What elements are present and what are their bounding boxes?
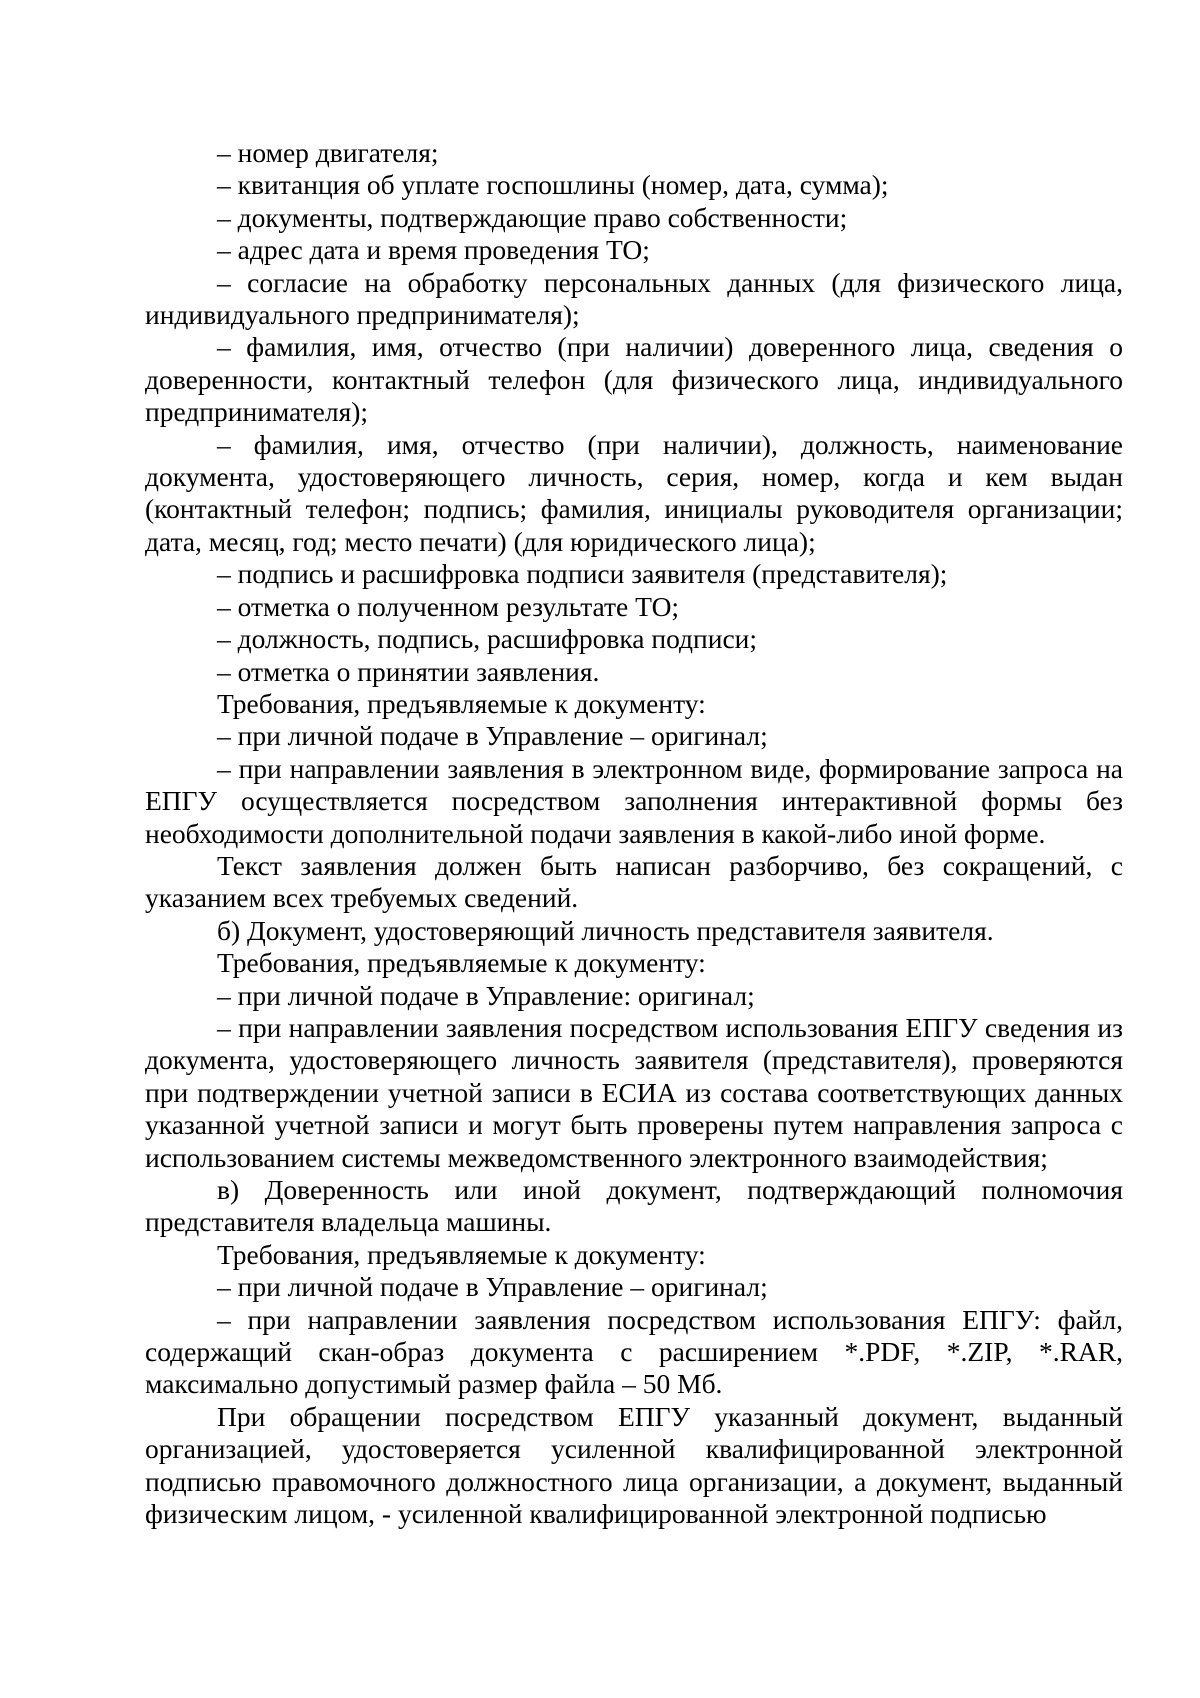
paragraph: – при личной подаче в Управление – оригинал; (217, 1271, 768, 1303)
paragraph: – адрес дата и время проведения ТО; (217, 234, 650, 266)
paragraph: – при направлении заявления посредством использования ЕПГУ сведения из документа, удостоверяющего личность заявителя (представителя), проверяются при подтверждении учетной записи в ЕСИА из состава соответствующих данных указанной учетной записи и могут быть проверены путем направления запроса с использованием системы межведомственного электронного взаимодействия; (145, 1011, 1123, 1173)
paragraph: – фамилия, имя, отчество (при наличии) доверенного лица, сведения о доверенности, контактный телефон (для физического лица, индивидуального предпринимателя); (145, 331, 1123, 428)
paragraph: Требования, предъявляемые к документу: (217, 1238, 706, 1270)
paragraph: Текст заявления должен быть написан разборчиво, без сокращений, с указанием всех требуемых сведений. (145, 849, 1123, 914)
paragraph: – при личной подаче в Управление: оригинал; (217, 979, 755, 1011)
paragraph: в) Доверенность или иной документ, подтверждающий полномочия представителя владельца машины. (145, 1174, 1123, 1238)
document-body (145, 137, 1123, 1530)
paragraph: – документы, подтверждающие право собственности; (217, 201, 848, 233)
paragraph: Требования, предъявляемые к документу: (217, 687, 706, 719)
paragraph: – фамилия, имя, отчество (при наличии), должность, наименование документа, удостоверяющего личность, серия, номер, когда и кем выдан (контактный телефон; подпись; фамилия, инициалы руководителя организации; дата, месяц, год; место печати) (для юридического лица); (145, 428, 1123, 557)
paragraph: – номер двигателя; (217, 137, 439, 168)
paragraph: б) Документ, удостоверяющий личность представителя заявителя. (217, 914, 994, 946)
paragraph: – при направлении заявления посредством использования ЕПГУ: файл, содержащий скан-образ документа с расширением *.PDF, *.ZIP, *.RAR, максимально допустимый размер файла – 50 Мб. (145, 1303, 1123, 1400)
paragraph: – отметка о полученном результате ТО; (217, 590, 680, 622)
paragraph: Требования, предъявляемые к документу: (217, 947, 706, 979)
paragraph: – подпись и расшифровка подписи заявителя (представителя); (217, 558, 948, 590)
paragraph: – согласие на обработку персональных данных (для физического лица, индивидуального предпринимателя); (145, 266, 1123, 331)
paragraph: – при направлении заявления в электронном виде, формирование запроса на ЕПГУ осуществляется посредством заполнения интерактивной формы без необходимости дополнительной подачи заявления в какой-либо иной форме. (145, 752, 1123, 849)
paragraph: – при личной подаче в Управление – оригинал; (217, 720, 768, 752)
paragraph: При обращении посредством ЕПГУ указанный документ, выданный организацией, удостоверяется усиленной квалифицированной электронной подписью правомочного должностного лица организации, а документ, выданный физическим лицом, - усиленной квалифицированной электронной подписью (145, 1400, 1123, 1530)
paragraph: – квитанция об уплате госпошлины (номер, дата, сумма); (217, 169, 889, 201)
paragraph: – отметка о принятии заявления. (217, 655, 600, 687)
paragraph: – должность, подпись, расшифровка подписи; (217, 623, 758, 655)
